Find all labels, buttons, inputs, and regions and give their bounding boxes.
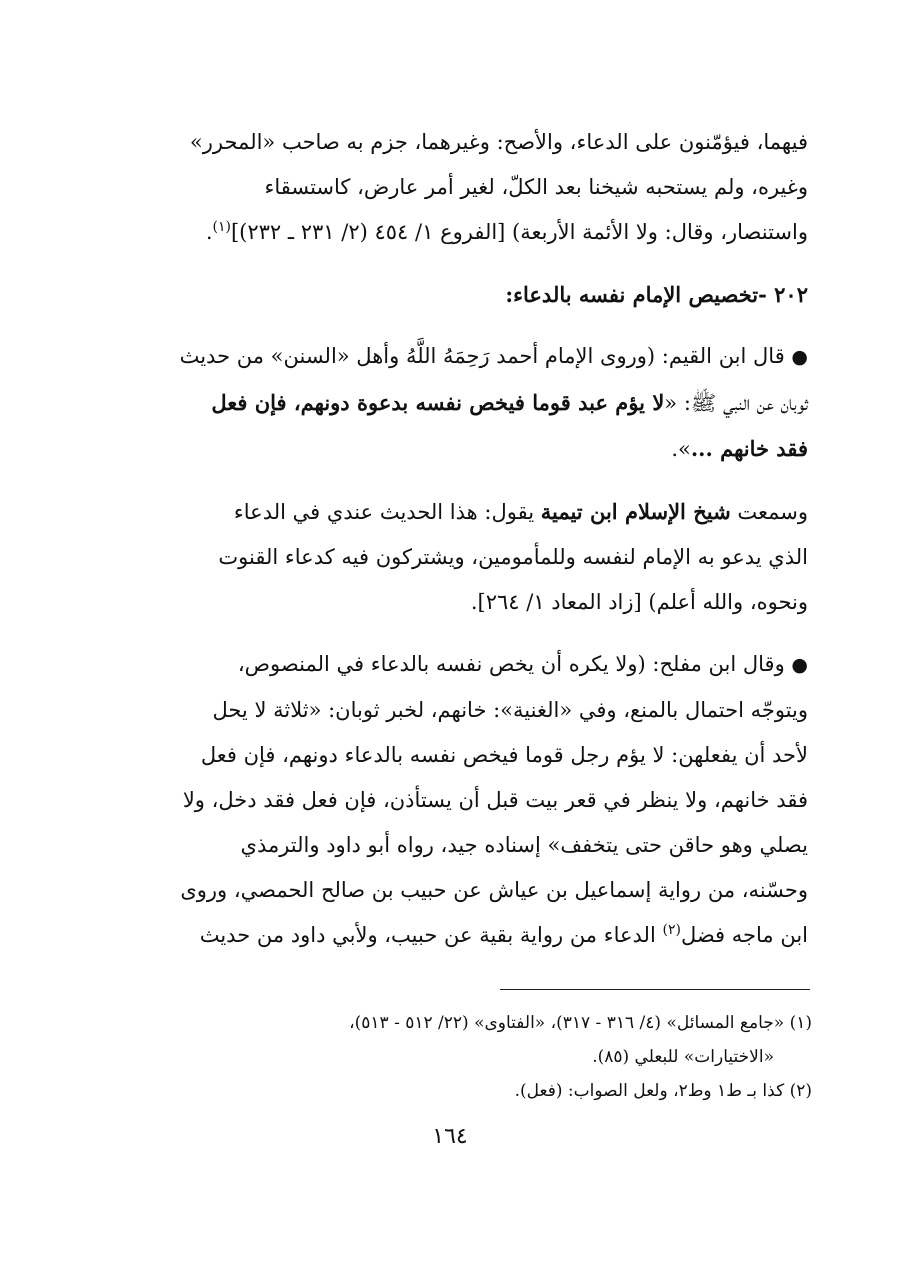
text-line [118,426,808,472]
bullet-icon: ● [791,654,808,676]
paragraph-ibn-qayyim [118,334,808,472]
bullet-icon: ● [791,346,808,368]
text-span: قال ابن القيم: (وروى الإمام أحمد رَحِمَهُ اللَّهُ وأهل «السنن» من حديث [179,344,792,368]
section-heading: ٢٠٢ -تخصيص الإمام نفسه بالدعاء: [505,282,808,307]
page-number: ١٦٤ [432,1124,468,1149]
text-span: وقال ابن مفلح: (ولا يكره أن يخص نفسه بالدعاء في المنصوص، [237,652,792,676]
text-line [118,334,808,380]
text-span: وسمعت [730,500,808,524]
text-line: لأحد أن يفعلهن: لا يؤم رجل قوما فيخص نفسه بالدعاء دونهم، فإن فعل [200,743,808,767]
paragraph-continuation [118,120,808,255]
text-line: ويتوجّه احتمال بالمنع، وفي «الغنية»: خانهم، لخبر ثوبان: «ثلاثة لا يحل [212,698,808,722]
text-line: يصلي وهو حاقن حتى يتخفف» إسناده جيد، رواه أبو داود والترمذي [240,833,808,857]
text-line [118,489,808,535]
footnote-marker: (١) [212,219,231,235]
text-line: وحسّنه، من رواية إسماعيل بن عياش عن حبيب بن صالح الحمصي، وروى [180,878,808,902]
text-line [118,210,808,255]
text-span: ». [671,437,691,461]
text-line: فقد خانهم، ولا ينظر في قعر بيت قبل أن يستأذن، فإن فعل فقد دخل، ولا [182,788,808,812]
text-span: الدعاء من رواية بقية عن حبيب، ولأبي داود من حديث [199,923,663,947]
footnote-marker: (٢) [662,922,681,938]
name-highlight: شيخ الإسلام ابن تيمية [540,499,731,524]
text-line [118,913,808,958]
text-span: ثوبان عن النبي ﷺ: « [664,391,808,415]
main-text [118,120,808,958]
text-span: يقول: هذا الحديث عندي في الدعاء [233,500,541,524]
footnotes [100,1006,812,1108]
text-span: واستنصار، وقال: ولا الأئمة الأربعة) [الفروع ١/ ٤٥٤ (٢/ ٢٣١ ـ ٢٣٢)] [230,220,808,244]
text-line: الذي يدعو به الإمام لنفسه وللمأمومين، ويشتركون فيه كدعاء القنوت [218,545,808,569]
footnote-1: (١) «جامع المسائل» (٤/ ٣١٦ - ٣١٧)، «الفتاوى» (٢٢/ ٥١٢ - ٥١٣)، [349,1013,812,1033]
text-line: وغيره، ولم يستحبه شيخنا بعد الكلّ، لغير أمر عارض، كاستسقاء [264,175,808,199]
text-span: ابن ماجه فضل [680,923,808,947]
paragraph-ibn-taymiyya [118,489,808,625]
footnote-2: (٢) كذا بـ ط١ وط٢، ولعل الصواب: (فعل). [514,1081,812,1101]
footnote-1-continuation: «الاختيارات» للبعلي (٨٥). [592,1047,774,1067]
text-line [118,380,808,426]
paragraph-ibn-muflih [118,642,808,958]
text-span: . [205,220,213,244]
text-line: ونحوه، والله أعلم) [زاد المعاد ١/ ٢٦٤]. [470,590,808,614]
text-line [118,642,808,688]
footnote-separator [500,989,810,990]
hadith-text: فقد خانهم ... [690,436,808,461]
text-line: فيهما، فيؤمّنون على الدعاء، والأصح: وغيرهما، جزم به صاحب «المحرر» [189,130,808,154]
hadith-text: لا يؤم عبد قوما فيخص نفسه بدعوة دونهم، فإن فعل [211,390,665,415]
